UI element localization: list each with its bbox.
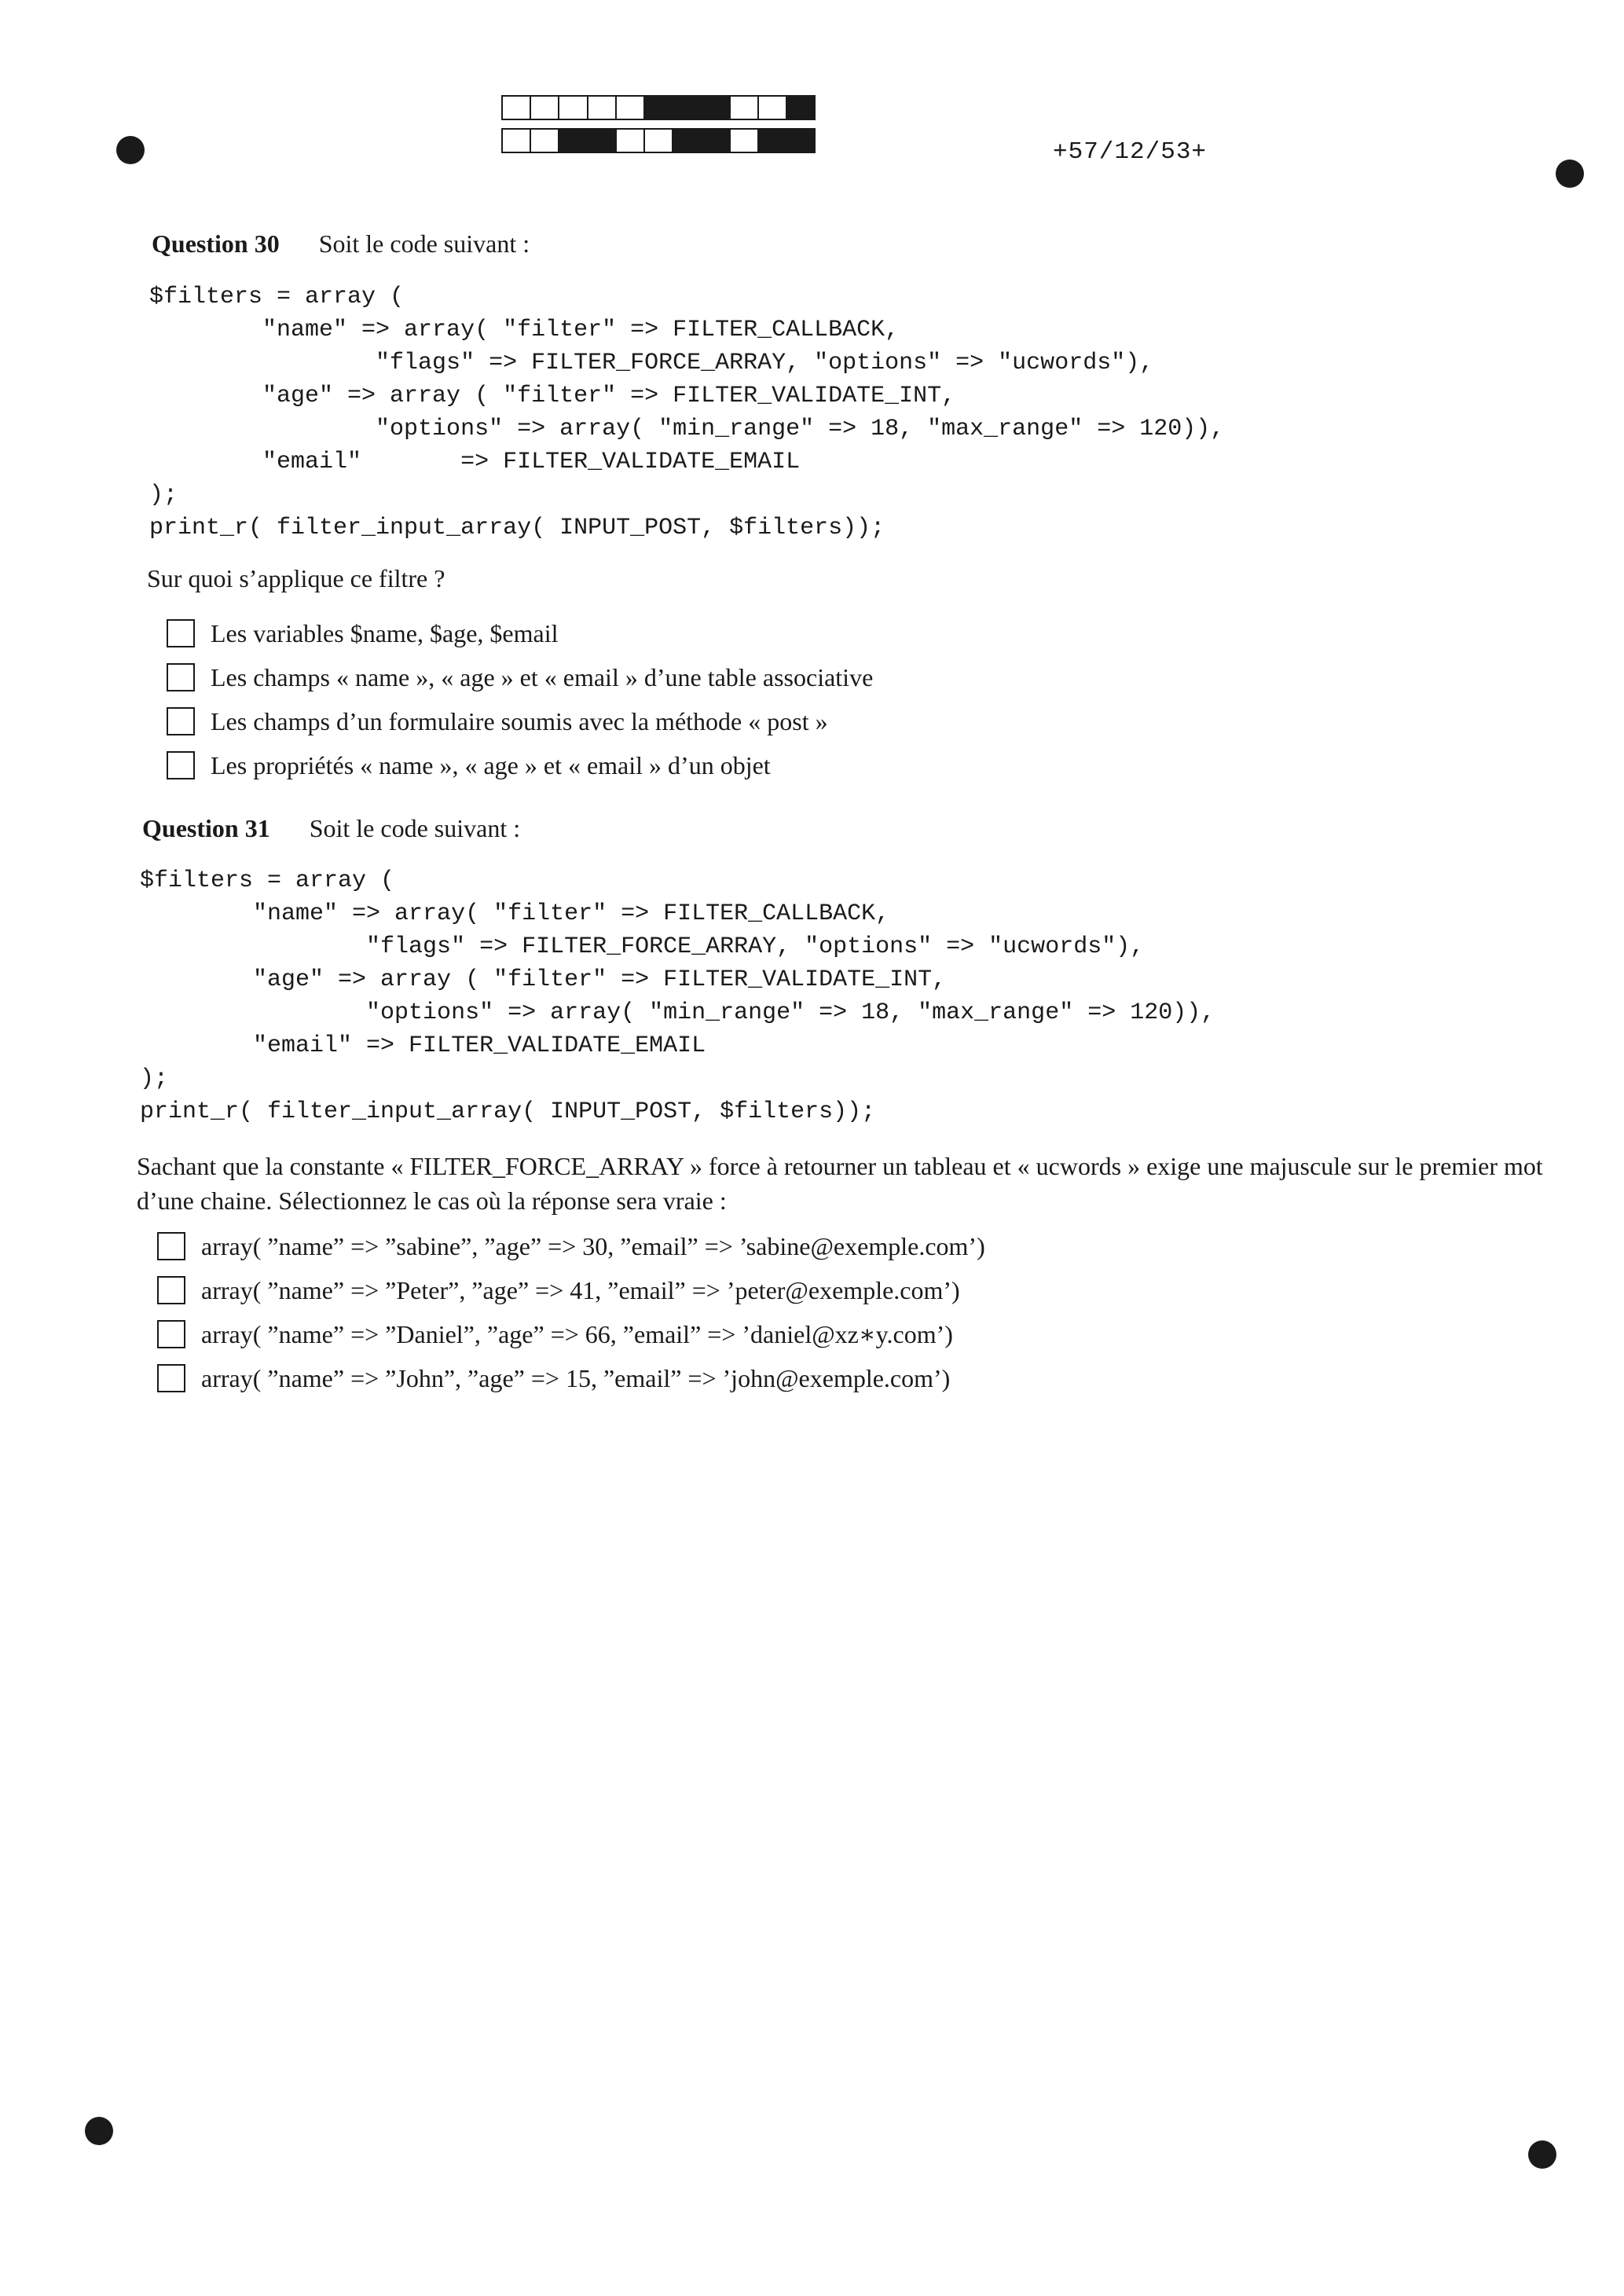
- answer-checkbox[interactable]: [167, 751, 195, 779]
- code-cell-filled: [700, 128, 730, 153]
- code-cell: [615, 95, 645, 120]
- code-cell: [729, 95, 759, 120]
- answer-text: array( ”name” => ”John”, ”age” => 15, ”email” => ’john@exemple.com’): [201, 1363, 951, 1392]
- code-cell-filled: [700, 95, 730, 120]
- answer-option[interactable]: [167, 743, 873, 787]
- code-cell-filled: [672, 95, 702, 120]
- answer-option[interactable]: [167, 699, 873, 743]
- question-30-header: [152, 229, 530, 259]
- code-cell: [757, 95, 787, 120]
- code-cell-filled: [672, 128, 702, 153]
- answer-text: Les variables $name, $age, $email: [211, 618, 559, 647]
- code-cell: [643, 128, 673, 153]
- question-label: Question 30: [152, 229, 280, 258]
- code-cell: [729, 128, 759, 153]
- question-31-answers: [157, 1224, 985, 1400]
- answer-text: Les propriétés « name », « age » et « email » d’un objet: [211, 750, 771, 779]
- page-identifier: +57/12/53+: [1053, 138, 1208, 166]
- code-cell: [558, 95, 588, 120]
- answer-text: Les champs d’un formulaire soumis avec la méthode « post »: [211, 706, 828, 735]
- question-31-header: [142, 814, 520, 843]
- answer-checkbox[interactable]: [167, 663, 195, 691]
- answer-option[interactable]: [167, 655, 873, 699]
- answer-option[interactable]: [157, 1356, 985, 1400]
- code-cell-filled: [786, 128, 816, 153]
- answer-option[interactable]: [157, 1312, 985, 1356]
- question-intro: Soit le code suivant :: [318, 229, 530, 258]
- answer-checkbox[interactable]: [167, 619, 195, 647]
- answer-checkbox[interactable]: [157, 1276, 185, 1304]
- answer-checkbox[interactable]: [157, 1364, 185, 1392]
- answer-text: array( ”name” => ”sabine”, ”age” => 30, ”email” => ’sabine@exemple.com’): [201, 1231, 985, 1260]
- code-cell-filled: [757, 128, 787, 153]
- code-cell: [501, 128, 531, 153]
- code-cell: [615, 128, 645, 153]
- answer-checkbox[interactable]: [157, 1232, 185, 1260]
- answer-text: array( ”name” => ”Peter”, ”age” => 41, ”email” => ’peter@exemple.com’): [201, 1275, 960, 1304]
- question-30-prompt: Sur quoi s’applique ce filtre ?: [147, 564, 445, 592]
- code-cell: [530, 128, 559, 153]
- code-cell-filled: [587, 128, 617, 153]
- code-cell-filled: [558, 128, 588, 153]
- question-30-code: $filters = array ( "name" => array( "filter" => FILTER_CALLBACK, "flags" => FILTER_FORCE_ARRAY, "options" => "ucwords"), "age" => array ( "filter" => FILTER_VALIDATE_INT, "options" => array( "min_range" => 18, "max_range" => 120)), "email" => FILTER_VALIDATE_EMAIL ); print_r( filter_input_array( INPUT_POST, $filters));: [149, 284, 1225, 541]
- code-cell: [530, 95, 559, 120]
- code-cell-filled: [786, 95, 816, 120]
- answer-checkbox[interactable]: [167, 707, 195, 735]
- answer-option[interactable]: [167, 611, 873, 655]
- answer-option[interactable]: [157, 1224, 985, 1268]
- answer-text: array( ”name” => ”Daniel”, ”age” => 66, ”email” => ’daniel@xz∗y.com’): [201, 1320, 953, 1348]
- corner-mark-top-left: [116, 136, 145, 164]
- question-intro: Soit le code suivant :: [309, 814, 521, 842]
- question-30-answers: [167, 611, 873, 787]
- corner-mark-top-right: [1556, 160, 1584, 188]
- question-31-prompt: Sachant que la constante « FILTER_FORCE_ARRAY » force à retourner un tableau et « ucwords » exige une majuscule sur le premier mot d’une chaine. Sélectionnez le cas où la réponse sera vraie :: [137, 1152, 1543, 1215]
- question-label: Question 31: [142, 814, 270, 842]
- page-code-boxes-top-row: [501, 95, 814, 120]
- answer-checkbox[interactable]: [157, 1320, 185, 1348]
- answer-option[interactable]: [157, 1268, 985, 1312]
- code-cell-filled: [643, 95, 673, 120]
- code-cell: [501, 95, 531, 120]
- question-31-code: $filters = array ( "name" => array( "filter" => FILTER_CALLBACK, "flags" => FILTER_FORCE_ARRAY, "options" => "ucwords"), "age" => array ( "filter" => FILTER_VALIDATE_INT, "options" => array( "min_range" => 18, "max_range" => 120)), "email" => FILTER_VALIDATE_EMAIL ); print_r( filter_input_array( INPUT_POST, $filters));: [140, 867, 1215, 1125]
- code-cell: [587, 95, 617, 120]
- page-code-boxes-bottom-row: [501, 128, 814, 153]
- corner-mark-bottom-left: [85, 2117, 113, 2145]
- answer-text: Les champs « name », « age » et « email » d’une table associative: [211, 662, 874, 691]
- corner-mark-bottom-right: [1528, 2140, 1556, 2169]
